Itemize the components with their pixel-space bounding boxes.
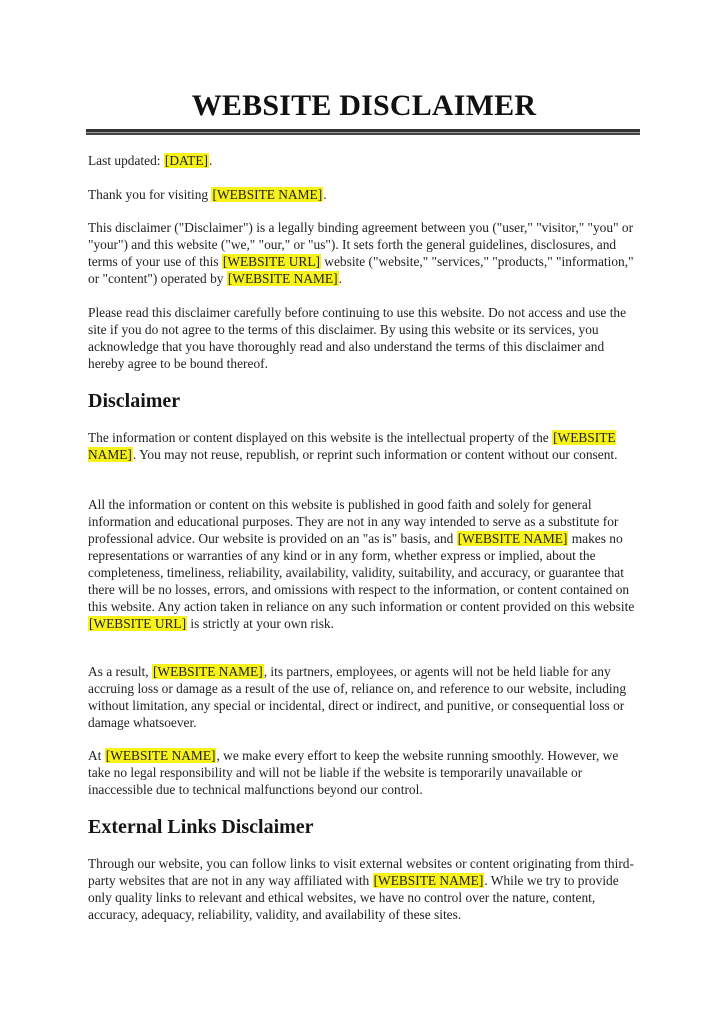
paragraph-text: , its partners, employees, or agents will not be held liable for any accruing loss or damage as a result of the use of, reliance on, and reference to our website, including without limitation, any special or incidental, direct or indirect, and punitive, or consequential loss or damage whatsoever.: [88, 664, 627, 730]
paragraph-text: website ("website," "services," "products," "information," or "content") operated by: [88, 254, 634, 286]
website-name-placeholder: [WEBSITE NAME]: [212, 187, 323, 202]
punctuation: .: [323, 187, 327, 202]
good-faith-paragraph: [88, 496, 640, 632]
paragraph-text: .: [338, 271, 342, 286]
thanks-line: [88, 186, 640, 203]
website-name-placeholder: [WEBSITE NAME]: [457, 531, 568, 546]
liability-paragraph: [88, 663, 640, 731]
website-name-placeholder: [WEBSITE NAME]: [88, 430, 616, 462]
section-heading-disclaimer: Disclaimer: [88, 390, 181, 412]
last-updated-label: Last updated:: [88, 153, 164, 168]
section-heading-external-links: External Links Disclaimer: [88, 816, 314, 838]
punctuation: .: [209, 153, 213, 168]
website-name-placeholder: [WEBSITE NAME]: [373, 873, 484, 888]
paragraph-text: The information or content displayed on this website is the intellectual property of the: [88, 430, 553, 445]
website-name-placeholder: [WEBSITE NAME]: [227, 271, 338, 286]
thanks-text: Thank you for visiting: [88, 187, 212, 202]
paragraph-text: , we make every effort to keep the website running smoothly. However, we take no legal responsibility and will not be liable if the website is temporarily unavailable or inaccessible due to technical malfunctions beyond our control.: [88, 748, 619, 797]
website-name-placeholder: [WEBSITE NAME]: [105, 748, 216, 763]
external-links-paragraph: [88, 855, 640, 923]
paragraph-text: . You may not reuse, republish, or reprint such information or content without our consent.: [132, 447, 618, 462]
paragraph-text: is strictly at your own risk.: [187, 616, 334, 631]
availability-paragraph: [88, 747, 640, 798]
website-name-placeholder: [WEBSITE NAME]: [152, 664, 263, 679]
paragraph-text: Through our website, you can follow links to visit external websites or content originating from third-party websites that are not in any way affiliated with: [88, 856, 634, 888]
last-updated-line: [88, 152, 640, 169]
paragraph-text: This disclaimer ("Disclaimer") is a legally binding agreement between you ("user," "visitor," "you" or "your") and this website ("we," "our," or "us"). It sets forth the general guidelines, disclosures, and terms of your use of this: [88, 220, 634, 269]
date-placeholder: [DATE]: [164, 153, 208, 168]
document-title: WEBSITE DISCLAIMER: [191, 89, 537, 122]
paragraph-text: All the information or content on this website is published in good faith and solely for general information and educational purposes. They are not in any way intended to serve as a substitute for professional advice. Our website is provided on an "as is" basis, and: [88, 497, 619, 546]
paragraph-text: . While we try to provide only quality links to relevant and ethical websites, we have no control over the nature, content, accuracy, adequacy, reliability, validity, and availability of these sites.: [88, 873, 619, 922]
website-url-placeholder: [WEBSITE URL]: [89, 616, 187, 631]
agreement-paragraph: [88, 219, 640, 287]
ip-paragraph: [88, 429, 640, 463]
title-divider: [86, 129, 640, 135]
paragraph-text: makes no representations or warranties of any kind or in any form, whether express or implied, about the completeness, timeliness, reliability, availability, validity, suitability, and accuracy, or guarantee that there will be no losses, errors, and omissions with respect to the information, or content contained on this website. Any action taken in reliance on any such information or content provided on this website: [88, 531, 635, 614]
please-read-paragraph: Please read this disclaimer carefully before continuing to use this website. Do not access and use the site if you do not agree to the terms of this disclaimer. By using this website or its services, you acknowledge that you have thoroughly read and also understand the terms of this disclaimer and hereby agree to be bound thereof.: [88, 305, 627, 371]
paragraph-text: At: [88, 748, 105, 763]
paragraph-text: As a result,: [88, 664, 152, 679]
website-url-placeholder: [WEBSITE URL]: [222, 254, 320, 269]
